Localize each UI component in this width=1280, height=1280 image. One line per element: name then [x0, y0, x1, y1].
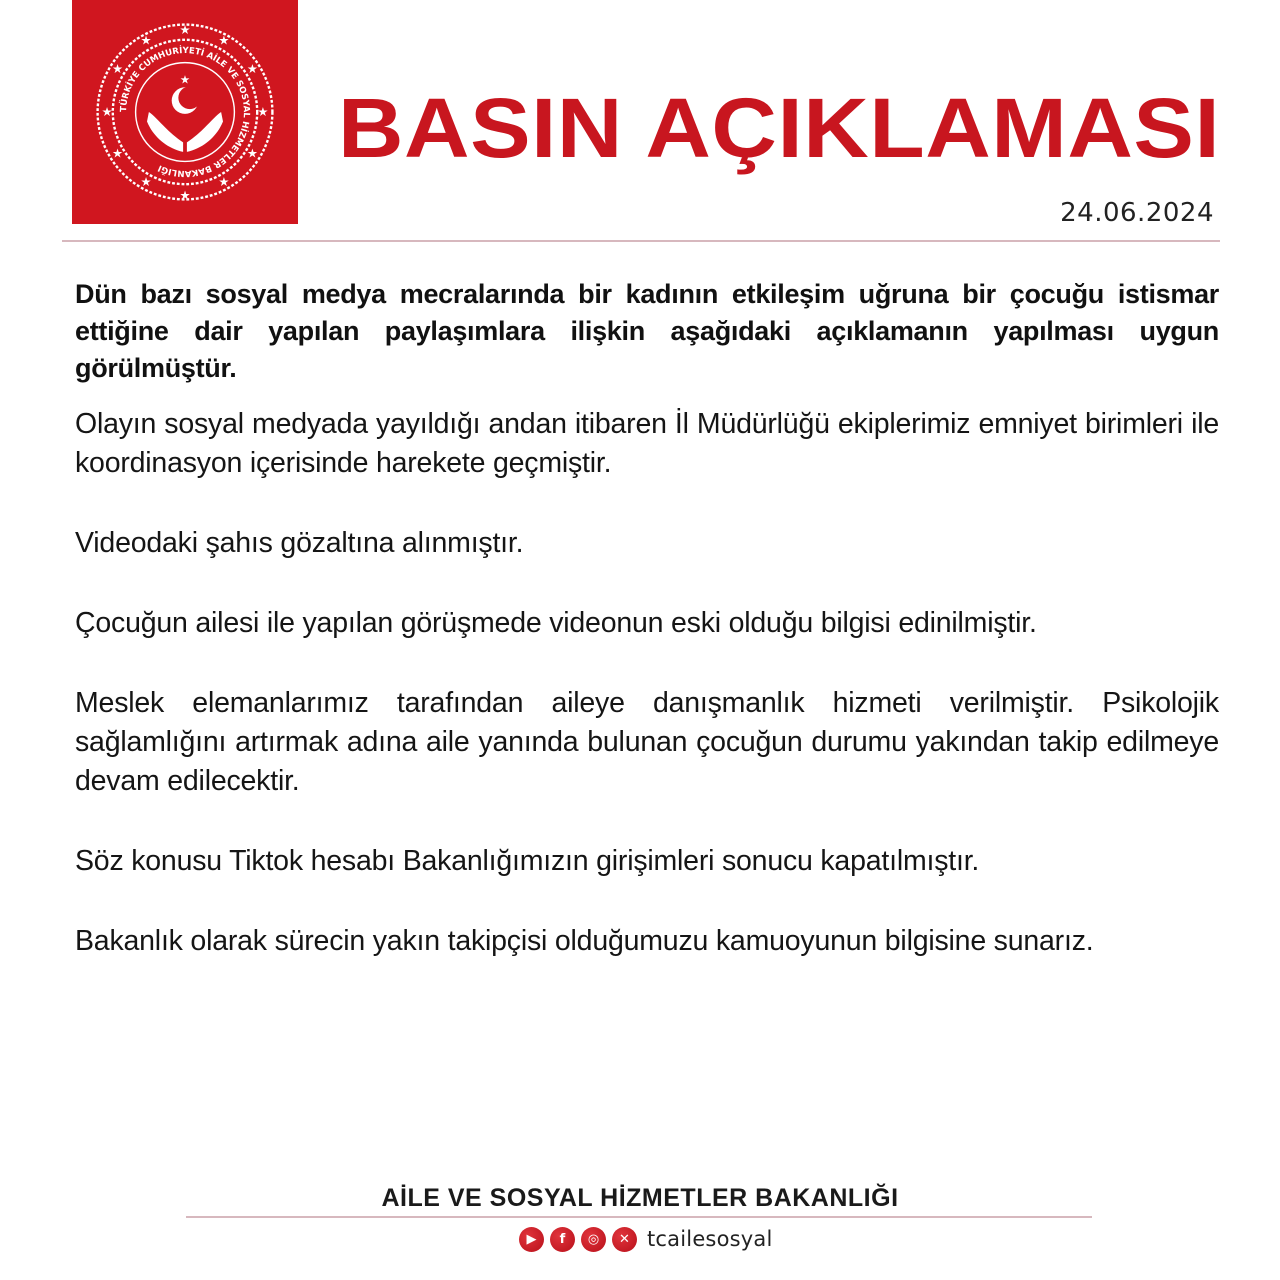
social-links [519, 1226, 773, 1252]
youtube-icon[interactable]: ▶ [519, 1227, 544, 1252]
svg-text:TÜRKİYE CUMHURİYETİ AİLE VE SO: TÜRKİYE CUMHURİYETİ AİLE VE SOSYAL HİZMETLER BAKANLIĞI [119, 46, 251, 179]
x-icon[interactable]: ✕ [612, 1227, 637, 1252]
ministry-logo [72, 0, 298, 224]
svg-text:★: ★ [112, 62, 124, 77]
instagram-icon[interactable]: ◎ [581, 1227, 606, 1252]
ministry-emblem-icon [90, 17, 280, 207]
footer-divider [186, 1216, 1092, 1218]
ministry-name: AİLE VE SOSYAL HİZMETLER BAKANLIĞI [381, 1184, 899, 1212]
svg-text:★: ★ [112, 146, 124, 161]
paragraph: Videodaki şahıs gözaltına alınmıştır. [75, 527, 524, 559]
svg-text:★: ★ [257, 104, 269, 119]
svg-text:★: ★ [140, 175, 152, 190]
svg-text:★: ★ [101, 104, 113, 119]
svg-text:★: ★ [179, 188, 191, 203]
statement-body [75, 276, 1219, 961]
paragraph: Çocuğun ailesi ile yapılan görüşmede videonun eski olduğu bilgisi edinilmiştir. [75, 607, 1037, 639]
svg-text:★: ★ [179, 72, 191, 87]
svg-text:★: ★ [140, 33, 152, 48]
svg-text:★: ★ [246, 62, 258, 77]
paragraph: Söz konusu Tiktok hesabı Bakanlığımızın girişimleri sonucu kapatılmıştır. [75, 845, 980, 877]
paragraph: Olayın sosyal medyada yayıldığı andan itibaren İl Müdürlüğü ekiplerimiz emniyet birimleri ile koordinasyon içerisinde harekete geçmiştir. [75, 408, 1219, 479]
paragraph: Bakanlık olarak sürecin yakın takipçisi olduğumuzu kamuoyunun bilgisine sunarız. [75, 925, 1094, 957]
svg-text:★: ★ [218, 33, 230, 48]
header-divider [62, 240, 1220, 242]
paragraph: Meslek elemanlarımız tarafından aileye danışmanlık hizmeti verilmiştir. Psikolojik sağlamlığını artırmak adına aile yanında bulunan çocuğun durumu yakından takip edilmeye devam edilecektir. [75, 687, 1219, 797]
release-date: 24.06.2024 [1060, 198, 1214, 228]
facebook-icon[interactable]: f [550, 1227, 575, 1252]
page-title: BASIN AÇIKLAMASI [338, 81, 1221, 175]
svg-text:★: ★ [246, 146, 258, 161]
svg-text:★: ★ [218, 175, 230, 190]
lead-paragraph: Dün bazı sosyal medya mecralarında bir kadının etkileşim uğruna bir çocuğu istismar ettiğine dair yapılan paylaşımlara ilişkin aşağıdaki açıklamanın yapılması uygun görülmüştür. [75, 279, 1219, 383]
social-handle[interactable]: tcailesosyal [647, 1227, 773, 1251]
svg-text:★: ★ [179, 23, 191, 38]
